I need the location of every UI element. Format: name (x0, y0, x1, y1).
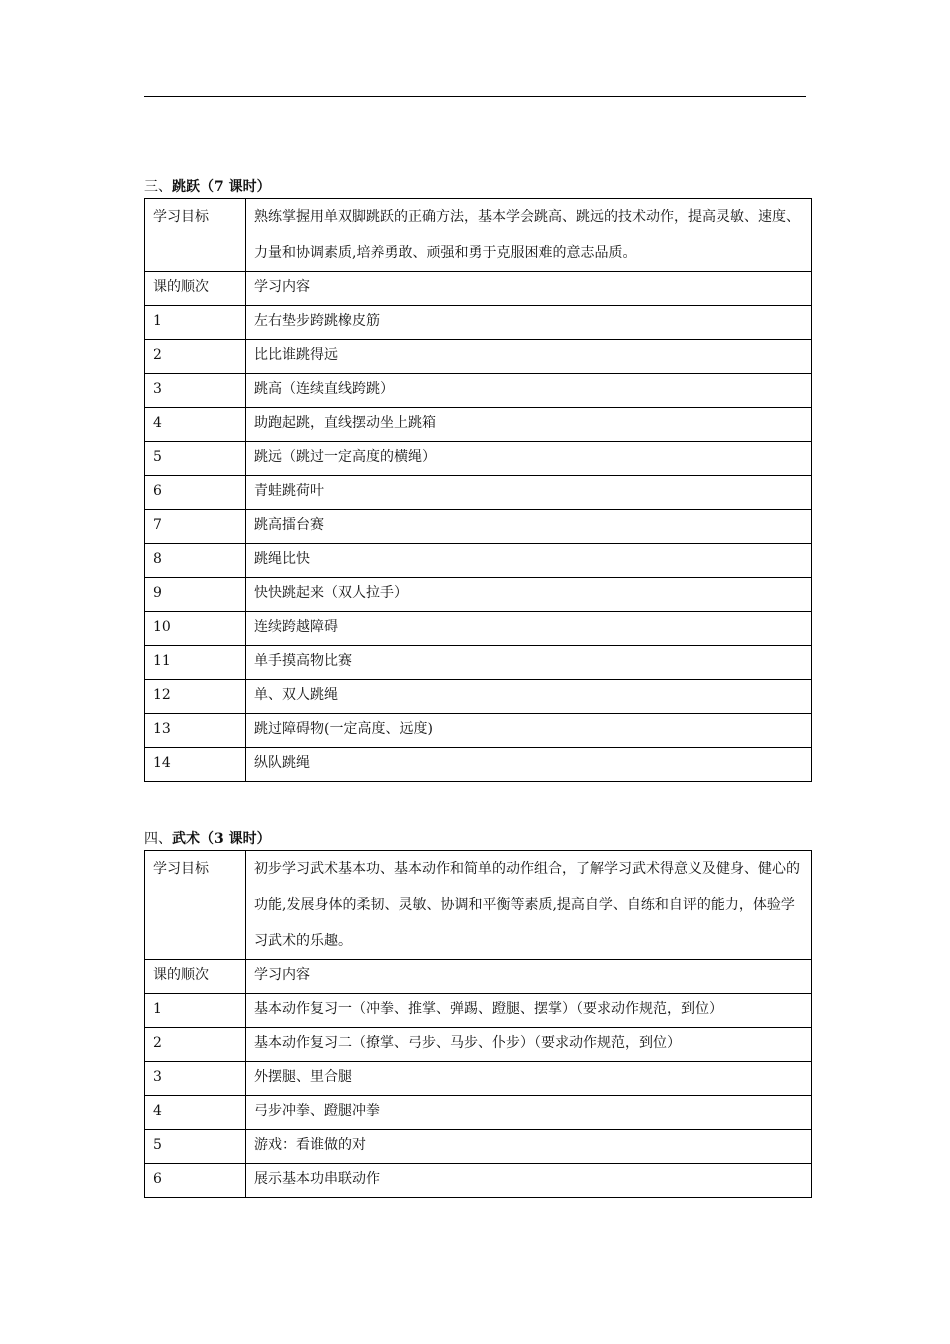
table-row (145, 544, 812, 578)
lesson-content: 单手摸高物比赛 (246, 646, 812, 680)
table-row (145, 994, 812, 1028)
lesson-number: 1 (145, 994, 246, 1028)
table-row (145, 1096, 812, 1130)
column-header-content: 学习内容 (246, 960, 812, 994)
lesson-content: 展示基本功串联动作 (246, 1164, 812, 1198)
table-row (145, 612, 812, 646)
table-row (145, 1130, 812, 1164)
section-martial-arts (144, 828, 812, 1198)
lesson-number: 12 (145, 680, 246, 714)
goal-text: 熟练掌握用单双脚跳跃的正确方法，基本学会跳高、跳远的技术动作，提高灵敏、速度、力量和协调素质,培养勇敢、顽强和勇于克服困难的意志品质。 (246, 199, 812, 272)
lesson-number: 14 (145, 748, 246, 782)
table-row (145, 374, 812, 408)
column-header-content: 学习内容 (246, 272, 812, 306)
header-rule (144, 96, 806, 97)
table-row (145, 578, 812, 612)
lesson-number: 2 (145, 1028, 246, 1062)
table-row (145, 680, 812, 714)
table-row (145, 510, 812, 544)
table-row (145, 748, 812, 782)
section-jumping (144, 176, 812, 782)
lesson-number: 2 (145, 340, 246, 374)
lesson-content: 连续跨越障碍 (246, 612, 812, 646)
lesson-content: 纵队跳绳 (246, 748, 812, 782)
goal-label: 学习目标 (145, 851, 246, 960)
table-row (145, 1164, 812, 1198)
goal-row (145, 199, 812, 272)
table-row (145, 408, 812, 442)
lesson-table (144, 850, 812, 1198)
lesson-number: 5 (145, 1130, 246, 1164)
lesson-number: 1 (145, 306, 246, 340)
lesson-number: 3 (145, 374, 246, 408)
table-row (145, 306, 812, 340)
column-header-order: 课的顺次 (145, 960, 246, 994)
table-row (145, 1062, 812, 1096)
lesson-number: 6 (145, 476, 246, 510)
header-row (145, 272, 812, 306)
table-row (145, 1028, 812, 1062)
goal-label: 学习目标 (145, 199, 246, 272)
table-row (145, 714, 812, 748)
table-row (145, 476, 812, 510)
lesson-content: 快快跳起来（双人拉手） (246, 578, 812, 612)
lesson-content: 基本动作复习一（冲拳、推掌、弹踢、蹬腿、摆掌）（要求动作规范，到位） (246, 994, 812, 1028)
table-row (145, 340, 812, 374)
section-title: 四、武术（3 课时） (144, 831, 271, 847)
lesson-content: 跳远（跳过一定高度的横绳） (246, 442, 812, 476)
lesson-number: 4 (145, 1096, 246, 1130)
lesson-number: 8 (145, 544, 246, 578)
goal-row (145, 851, 812, 960)
table-row (145, 646, 812, 680)
lesson-number: 9 (145, 578, 246, 612)
lesson-content: 弓步冲拳、蹬腿冲拳 (246, 1096, 812, 1130)
lesson-content: 左右垫步跨跳橡皮筋 (246, 306, 812, 340)
column-header-order: 课的顺次 (145, 272, 246, 306)
header-row (145, 960, 812, 994)
lesson-number: 10 (145, 612, 246, 646)
lesson-content: 跳高（连续直线跨跳） (246, 374, 812, 408)
lesson-content: 游戏：看谁做的对 (246, 1130, 812, 1164)
lesson-number: 7 (145, 510, 246, 544)
lesson-table (144, 198, 812, 782)
table-row (145, 442, 812, 476)
lesson-content: 跳绳比快 (246, 544, 812, 578)
lesson-number: 5 (145, 442, 246, 476)
lesson-number: 6 (145, 1164, 246, 1198)
lesson-number: 3 (145, 1062, 246, 1096)
lesson-content: 青蛙跳荷叶 (246, 476, 812, 510)
lesson-content: 基本动作复习二（撩掌、弓步、马步、仆步）（要求动作规范，到位） (246, 1028, 812, 1062)
lesson-content: 助跑起跳，直线摆动坐上跳箱 (246, 408, 812, 442)
goal-text: 初步学习武术基本功、基本动作和简单的动作组合，了解学习武术得意义及健身、健心的功能,发展身体的柔韧、灵敏、协调和平衡等素质,提高自学、自练和自评的能力，体验学习武术的乐趣。 (246, 851, 812, 960)
lesson-content: 比比谁跳得远 (246, 340, 812, 374)
lesson-number: 4 (145, 408, 246, 442)
lesson-number: 11 (145, 646, 246, 680)
lesson-content: 单、双人跳绳 (246, 680, 812, 714)
lesson-content: 外摆腿、里合腿 (246, 1062, 812, 1096)
lesson-content: 跳过障碍物(一定高度、远度) (246, 714, 812, 748)
lesson-number: 13 (145, 714, 246, 748)
section-title: 三、跳跃（7 课时） (144, 179, 271, 195)
lesson-content: 跳高擂台赛 (246, 510, 812, 544)
